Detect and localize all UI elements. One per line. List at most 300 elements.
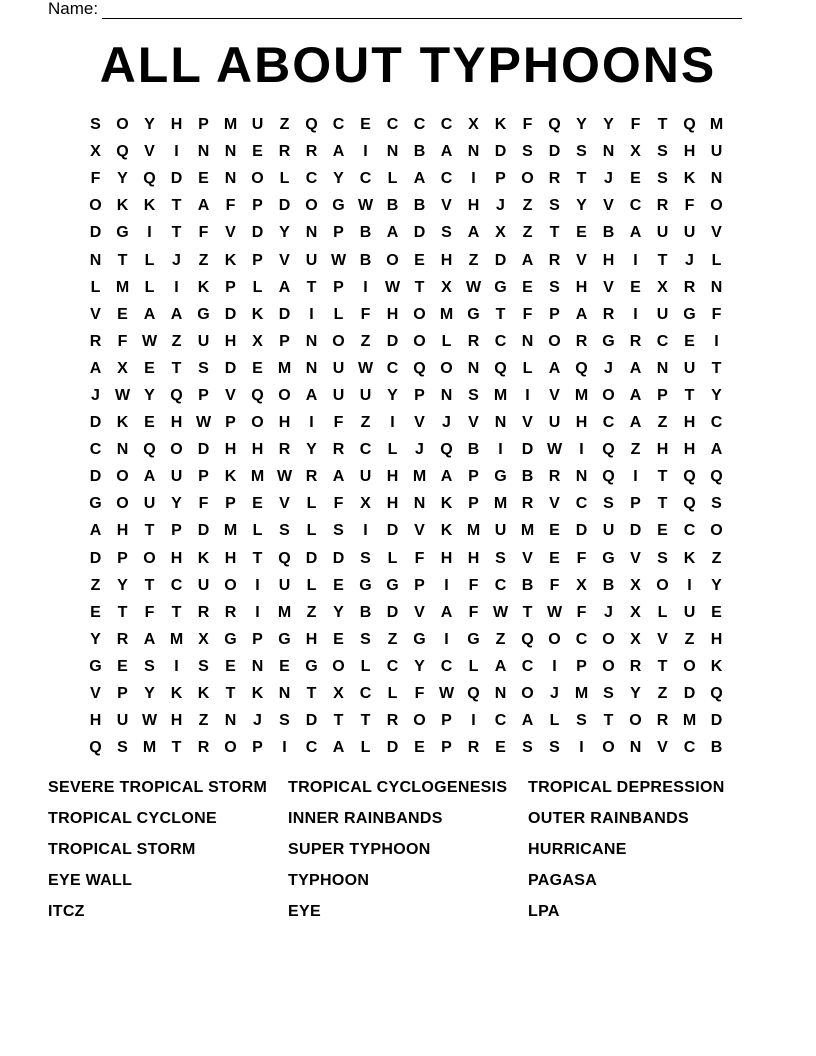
grid-letter: V [549,495,560,513]
grid-letter: B [602,576,615,594]
grid-letter: P [468,495,479,513]
grid-letter: C [89,441,102,459]
grid-letter: D [89,224,102,242]
grid-letter: M [223,522,238,540]
grid-letter: Q [170,386,183,404]
grid-letter: O [629,712,642,730]
grid-row [82,192,730,219]
grid-letter: Q [251,386,264,404]
grid-letter: O [116,468,129,486]
grid-letter: Q [494,359,507,377]
grid-letter: L [549,712,560,730]
grid-letter: I [552,657,557,675]
grid-letter: G [467,630,480,648]
grid-letter: H [656,441,669,459]
word-list-item: EYE [288,903,321,920]
grid-letter: S [360,630,371,648]
grid-letter: R [224,603,237,621]
grid-letter: H [89,712,102,730]
grid-letter: V [630,549,641,567]
grid-letter: N [629,739,642,757]
grid-letter: N [116,441,129,459]
grid-letter: K [197,278,210,296]
grid-letter: R [332,441,345,459]
word-list-item: TROPICAL CYCLOGENESIS [288,779,508,796]
grid-letter: T [117,251,128,269]
grid-letter: P [549,305,560,323]
grid-letter: N [224,143,237,161]
grid-letter: V [225,386,236,404]
grid-letter: F [90,170,101,188]
grid-letter: F [684,197,695,215]
grid-letter: E [414,739,425,757]
grid-letter: A [332,468,345,486]
grid-letter: A [278,278,291,296]
grid-letter: M [169,630,184,648]
grid-letter: E [252,359,263,377]
grid-letter: S [711,495,722,513]
grid-letter: E [711,603,722,621]
grid-letter: P [333,278,344,296]
grid-letter: L [657,603,668,621]
grid-letter: X [90,143,101,161]
grid-letter: E [333,630,344,648]
grid-letter: R [467,332,480,350]
grid-row [82,490,730,517]
grid-letter: V [468,414,479,432]
grid-letter: N [710,278,723,296]
grid-letter: W [384,278,401,296]
grid-letter: C [494,576,507,594]
grid-letter: J [253,712,262,730]
grid-letter: G [89,495,102,513]
grid-letter: O [602,630,615,648]
grid-letter: X [630,603,641,621]
grid-letter: B [359,224,372,242]
grid-letter: L [711,251,722,269]
grid-letter: V [603,278,614,296]
grid-letter: S [90,116,101,134]
grid-letter: A [386,224,399,242]
grid-letter: I [498,441,503,459]
grid-letter: N [89,251,102,269]
grid-letter: H [386,305,399,323]
grid-letter: F [414,685,425,703]
grid-letter: I [579,739,584,757]
grid-letter: E [252,143,263,161]
grid-letter: O [413,332,426,350]
grid-letter: I [174,143,179,161]
grid-letter: D [629,522,642,540]
grid-letter: D [278,305,291,323]
grid-letter: C [656,332,669,350]
word-list-item: TROPICAL CYCLONE [48,810,217,827]
grid-letter: Y [333,603,344,621]
grid-letter: T [657,495,668,513]
grid-letter: L [387,170,398,188]
grid-letter: H [224,549,237,567]
grid-letter: S [360,549,371,567]
grid-letter: B [359,603,372,621]
grid-letter: D [332,549,345,567]
grid-letter: T [306,685,317,703]
grid-letter: D [170,170,183,188]
grid-letter: P [441,712,452,730]
grid-letter: K [197,549,210,567]
grid-letter: G [332,197,345,215]
grid-letter: I [282,739,287,757]
grid-letter: V [576,251,587,269]
grid-letter: J [604,170,613,188]
word-list-item: TYPHOON [288,872,370,889]
grid-letter: N [386,143,399,161]
grid-letter: E [360,116,371,134]
grid-letter: G [683,305,696,323]
grid-letter: L [279,170,290,188]
grid-letter: C [683,522,696,540]
grid-letter: I [687,576,692,594]
grid-letter: P [252,251,263,269]
grid-letter: L [360,739,371,757]
grid-letter: P [468,468,479,486]
name-blank-line[interactable] [102,2,742,19]
grid-letter: G [467,305,480,323]
grid-letter: O [89,197,102,215]
grid-letter: X [630,143,641,161]
grid-letter: C [359,441,372,459]
grid-letter: E [144,414,155,432]
grid-letter: I [363,278,368,296]
grid-letter: V [522,549,533,567]
grid-letter: N [197,143,210,161]
grid-letter: P [495,170,506,188]
grid-letter: I [174,657,179,675]
grid-row [82,355,730,382]
grid-row [82,734,730,761]
grid-letter: S [603,495,614,513]
grid-letter: G [278,630,291,648]
grid-letter: R [89,332,102,350]
grid-row [82,572,730,599]
grid-letter: I [525,386,530,404]
grid-letter: N [251,657,264,675]
grid-letter: H [224,332,237,350]
grid-row [82,165,730,192]
grid-letter: E [198,170,209,188]
grid-letter: V [414,522,425,540]
grid-letter: H [305,630,318,648]
grid-letter: R [467,739,480,757]
grid-letter: D [224,359,237,377]
grid-letter: R [116,630,129,648]
grid-letter: F [522,116,533,134]
grid-letter: N [467,143,480,161]
grid-letter: P [225,278,236,296]
grid-letter: K [116,197,129,215]
word-list-item: OUTER RAINBANDS [528,810,689,827]
grid-letter: E [225,657,236,675]
grid-letter: T [306,278,317,296]
grid-letter: M [223,116,238,134]
grid-letter: S [657,170,668,188]
grid-letter: Q [89,739,102,757]
grid-letter: N [413,495,426,513]
grid-letter: B [359,251,372,269]
grid-letter: N [224,170,237,188]
grid-letter: C [305,739,318,757]
grid-letter: N [494,685,507,703]
grid-letter: I [363,522,368,540]
grid-letter: S [657,549,668,567]
grid-letter: L [252,278,263,296]
grid-letter: W [141,332,158,350]
grid-letter: N [521,332,534,350]
grid-letter: U [359,468,372,486]
grid-letter: K [494,116,507,134]
grid-letter: V [90,305,101,323]
grid-letter: F [630,116,641,134]
grid-letter: D [251,224,264,242]
grid-letter: T [522,603,533,621]
grid-letter: C [359,170,372,188]
grid-letter: A [629,359,642,377]
grid-letter: D [197,522,210,540]
grid-letter: J [685,251,694,269]
grid-letter: X [495,224,506,242]
grid-letter: E [144,359,155,377]
grid-letter: B [413,143,426,161]
grid-row [82,111,730,138]
grid-letter: Y [387,386,398,404]
grid-letter: J [415,441,424,459]
grid-letter: A [197,197,210,215]
grid-letter: O [278,386,291,404]
grid-letter: C [386,116,399,134]
grid-letter: T [657,468,668,486]
grid-letter: R [278,143,291,161]
grid-letter: R [629,657,642,675]
grid-letter: Z [711,549,722,567]
grid-letter: A [548,359,561,377]
grid-letter: O [224,576,237,594]
grid-letter: Z [171,332,182,350]
grid-letter: H [440,251,453,269]
grid-letter: R [386,712,399,730]
grid-letter: Y [144,116,155,134]
grid-letter: S [657,143,668,161]
grid-letter: H [170,549,183,567]
grid-letter: Z [387,630,398,648]
grid-letter: P [198,468,209,486]
grid-letter: I [147,224,152,242]
grid-letter: X [468,116,479,134]
grid-letter: U [683,224,696,242]
grid-letter: S [549,197,560,215]
grid-letter: T [603,712,614,730]
grid-letter: E [414,251,425,269]
grid-letter: H [386,468,399,486]
grid-letter: D [413,224,426,242]
grid-letter: I [633,251,638,269]
grid-letter: T [657,116,668,134]
grid-letter: A [440,468,453,486]
grid-letter: T [171,224,182,242]
grid-letter: J [604,359,613,377]
grid-letter: R [602,305,615,323]
grid-letter: F [360,305,371,323]
grid-letter: U [332,386,345,404]
grid-letter: Q [521,630,534,648]
grid-letter: A [494,657,507,675]
grid-letter: D [386,332,399,350]
grid-letter: F [522,305,533,323]
grid-letter: V [549,386,560,404]
word-list [48,777,768,932]
grid-letter: J [550,685,559,703]
grid-letter: V [711,224,722,242]
grid-letter: K [251,305,264,323]
grid-letter: L [360,657,371,675]
grid-letter: D [305,712,318,730]
grid-letter: Q [413,359,426,377]
grid-letter: D [89,468,102,486]
grid-row [82,436,730,463]
grid-letter: H [251,441,264,459]
grid-letter: R [575,332,588,350]
grid-letter: D [305,549,318,567]
grid-letter: C [575,495,588,513]
grid-row [82,626,730,653]
grid-letter: O [602,386,615,404]
grid-letter: D [89,549,102,567]
grid-letter: A [521,712,534,730]
grid-letter: K [224,251,237,269]
grid-letter: U [170,468,183,486]
grid-letter: F [117,332,128,350]
grid-letter: T [549,224,560,242]
grid-letter: D [494,143,507,161]
grid-letter: O [386,251,399,269]
grid-letter: G [224,630,237,648]
grid-letter: L [468,657,479,675]
grid-letter: T [414,278,425,296]
grid-letter: H [170,712,183,730]
grid-letter: C [170,576,183,594]
grid-letter: C [440,116,453,134]
grid-letter: Y [414,657,425,675]
grid-letter: Q [683,116,696,134]
grid-letter: I [714,332,719,350]
grid-letter: I [471,712,476,730]
grid-letter: N [575,468,588,486]
grid-letter: H [440,549,453,567]
grid-letter: D [494,251,507,269]
grid-letter: X [252,332,263,350]
grid-row [82,246,730,273]
grid-letter: L [144,251,155,269]
grid-letter: T [171,603,182,621]
grid-letter: B [386,197,399,215]
grid-letter: U [494,522,507,540]
name-field[interactable] [48,0,742,19]
grid-letter: D [89,414,102,432]
grid-letter: F [468,576,479,594]
grid-letter: D [386,739,399,757]
grid-letter: C [386,657,399,675]
word-list-item: EYE WALL [48,872,133,889]
grid-letter: Q [683,495,696,513]
grid-letter: G [89,657,102,675]
grid-letter: Y [306,441,317,459]
grid-letter: T [684,386,695,404]
grid-letter: O [521,685,534,703]
grid-letter: K [440,495,453,513]
grid-row [82,680,730,707]
grid-letter: C [440,170,453,188]
grid-letter: O [548,332,561,350]
grid-letter: L [90,278,101,296]
grid-letter: T [252,549,263,567]
grid-letter: T [171,359,182,377]
grid-letter: D [683,685,696,703]
word-list-item: ITCZ [48,903,85,920]
grid-letter: M [277,359,292,377]
grid-letter: Q [548,116,561,134]
grid-letter: N [305,332,318,350]
grid-letter: I [174,278,179,296]
grid-letter: M [412,468,427,486]
grid-letter: I [309,414,314,432]
grid-letter: X [198,630,209,648]
grid-letter: P [252,197,263,215]
grid-letter: I [444,630,449,648]
grid-letter: P [630,495,641,513]
grid-letter: J [91,386,100,404]
grid-letter: H [170,414,183,432]
grid-letter: F [225,197,236,215]
grid-letter: W [438,685,455,703]
grid-letter: P [414,386,425,404]
grid-letter: R [305,143,318,161]
grid-letter: M [574,386,589,404]
grid-letter: A [440,143,453,161]
grid-letter: J [172,251,181,269]
grid-letter: O [251,170,264,188]
grid-letter: S [549,278,560,296]
grid-letter: G [602,549,615,567]
grid-letter: K [683,170,696,188]
grid-letter: O [116,495,129,513]
grid-row [82,599,730,626]
grid-letter: S [468,386,479,404]
grid-letter: W [141,712,158,730]
grid-letter: W [357,359,374,377]
grid-letter: G [116,224,129,242]
grid-letter: Q [710,685,723,703]
grid-letter: V [603,197,614,215]
grid-letter: O [602,657,615,675]
grid-letter: Y [117,576,128,594]
grid-letter: X [576,576,587,594]
grid-row [82,463,730,490]
grid-letter: F [333,495,344,513]
grid-letter: M [682,712,697,730]
grid-letter: Q [683,468,696,486]
grid-letter: S [441,224,452,242]
grid-letter: G [602,332,615,350]
name-label: Name: [48,0,99,18]
grid-letter: R [548,468,561,486]
